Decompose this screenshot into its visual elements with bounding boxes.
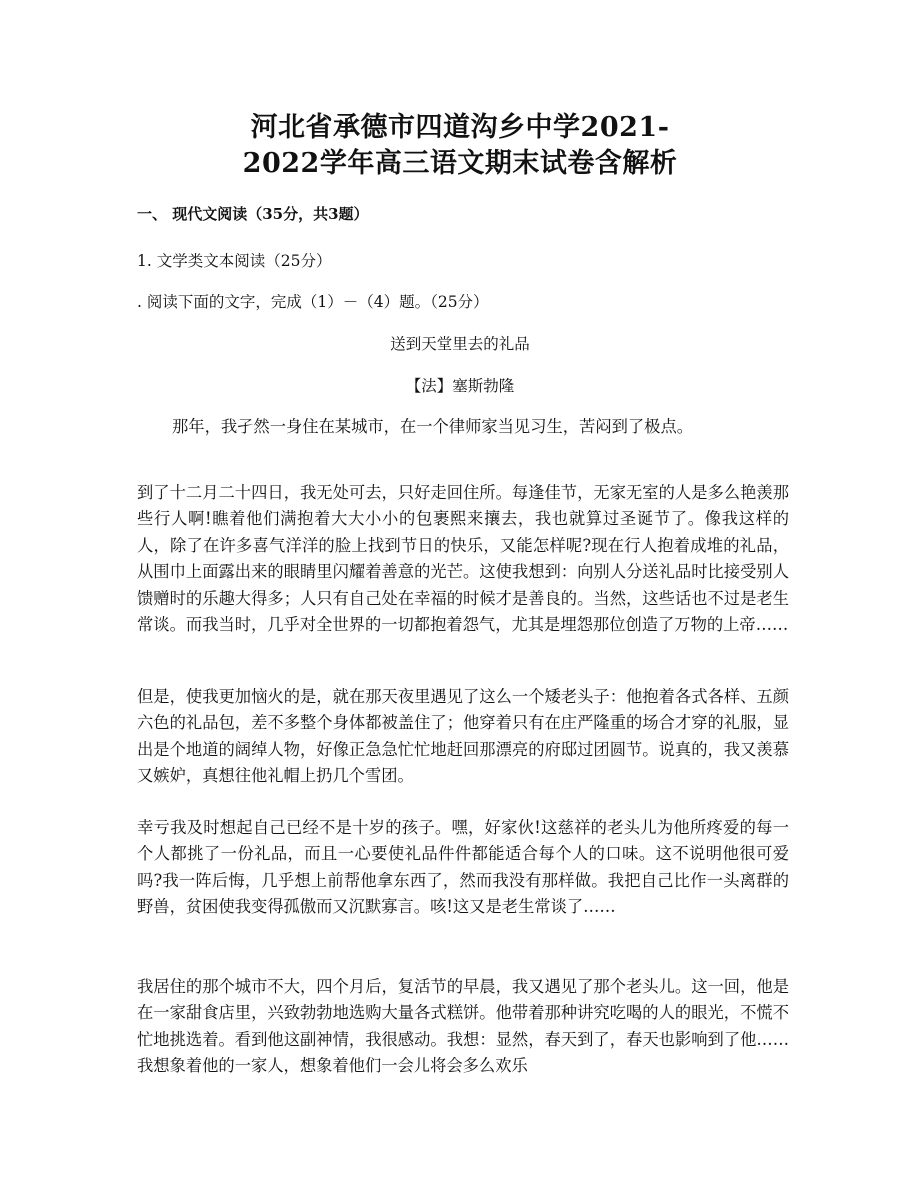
story-paragraph-5 (137, 974, 789, 1080)
reading-instruction: . 阅读下面的文字，完成（1）－（4）题。（25分） (137, 293, 489, 311)
paragraph-text: 但是，使我更加恼火的是，就在那天夜里遇见了这么一个矮老头子：他抱着各式各样、五颜六色的礼品包，差不多整个身体都被盖住了；他穿着只有在庄严隆重的场合才穿的礼服，显出是个地道的阔绰人物，好像正急急忙忙地赶回那漂亮的府邸过团圆节。说真的，我又羡慕又嫉妒，真想往他礼帽上扔几个雪团。 (137, 687, 789, 786)
story-paragraph-2 (137, 480, 789, 638)
section-heading: 一、 现代文阅读（35分，共3题） (137, 205, 369, 223)
story-title: 送到天堂里去的礼品 (390, 335, 530, 353)
question-label: 1. 文学类文本阅读（25分） (137, 252, 332, 270)
document-title-line-2: 2022学年高三语文期末试卷含解析 (242, 148, 678, 179)
story-author: 【法】塞斯勃隆 (405, 377, 515, 395)
paragraph-text: 我居住的那个城市不大，四个月后，复活节的早晨，我又遇见了那个老头儿。这一回，他是在一家甜食店里，兴致勃勃地选购大量各式糕饼。他带着那种讲究吃喝的人的眼光，不慌不忙地挑选着。看到他这副神情，我很感动。我想：显然，春天到了，春天也影响到了他……我想象着他的一家人，想象着他们一会儿将会多么欢乐 (137, 977, 789, 1076)
story-paragraph-4 (137, 815, 789, 921)
paragraph-text: 到了十二月二十四日，我无处可去，只好走回住所。每逢佳节，无家无室的人是多么艳羡那些行人啊!瞧着他们满抱着大大小小的包裹熙来攘去，我也就算过圣诞节了。像我这样的人，除了在许多喜气洋洋的脸上找到节日的快乐，又能怎样呢?现在行人抱着成堆的礼品，从围巾上面露出来的眼睛里闪耀着善意的光芒。这使我想到：向别人分送礼品时比接受别人馈赠时的乐趣大得多；人只有自己处在幸福的时候才是善良的。当然，这些话也不过是老生常谈。而我当时，几乎对全世界的一切都抱着怨气，尤其是埋怨那位创造了万物的上帝…… (137, 483, 789, 635)
story-paragraph-3 (137, 684, 789, 790)
paragraph-text: 幸亏我及时想起自己已经不是十岁的孩子。嘿，好家伙!这慈祥的老头儿为他所疼爱的每一个人都挑了一份礼品，而且一心要使礼品件件都能适合每个人的口味。这不说明他很可爱吗?我一阵后悔，几乎想上前帮他拿东西了，然而我没有那样做。我把自己比作一头离群的野兽，贫困使我变得孤傲而又沉默寡言。咳!这又是老生常谈了…… (137, 818, 789, 917)
document-title-line-1: 河北省承德市四道沟乡中学2021- (250, 112, 670, 143)
story-paragraph-1: 那年，我孑然一身住在某城市，在一个律师家当见习生，苦闷到了极点。 (172, 417, 694, 436)
